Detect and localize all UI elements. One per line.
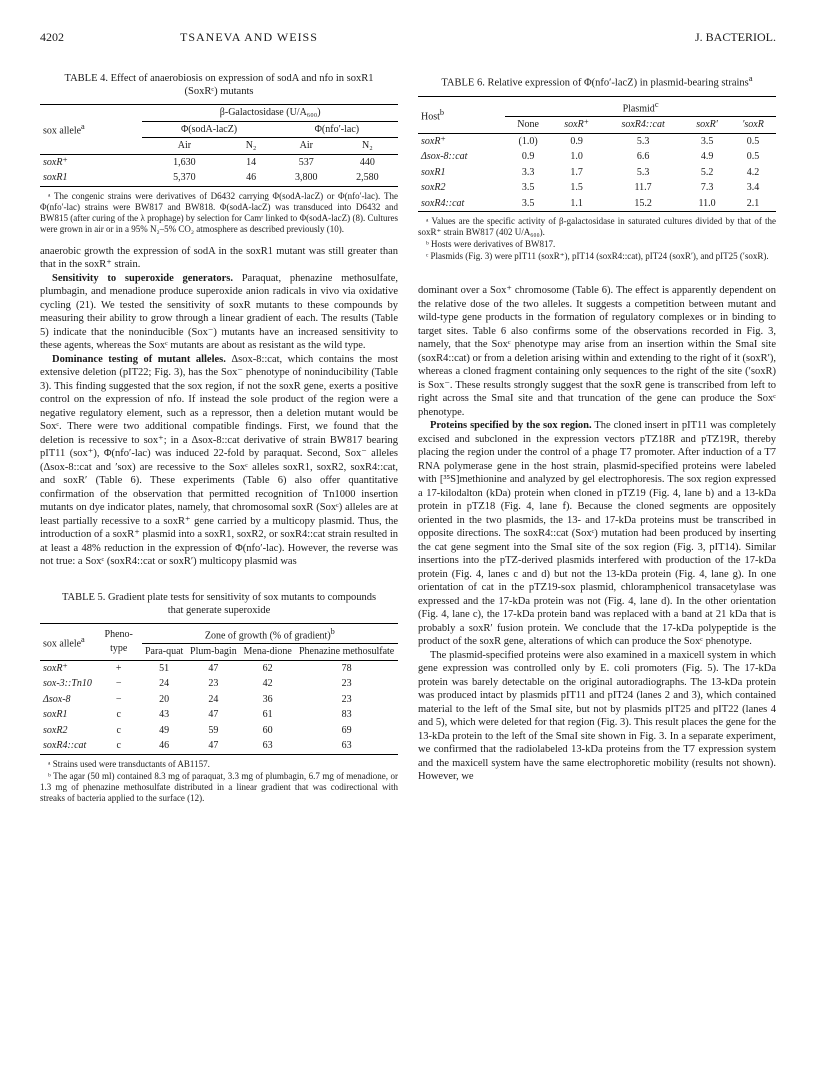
table-row: Δsox-8::cat 0.9 1.0 6.6 4.9 0.5	[421, 151, 760, 163]
page-number: 4202	[40, 30, 64, 44]
table-row: Δsox-8 − 20 24 36 23	[43, 693, 352, 705]
table-row: soxR4::cat c 46 47 63 63	[43, 740, 352, 752]
table4	[40, 72, 398, 235]
table4-sub: N₂	[226, 138, 275, 155]
right-column	[418, 72, 776, 784]
journal-name: J. BACTERIOL.	[695, 30, 776, 44]
table6-col: soxR4::cat	[602, 117, 684, 134]
right-paragraph-3: The plasmid-specified proteins were also examined in a maxicell system in which gene expression was controlled only by E. coli promoters (Fig. 5). The 17-kDa protein was barely detectable on the original autoradiographs. The 13-kDa protein was produced intact by plasmids pIT11 and pIT24 (lanes 2 and 3), which contained material to the left of the SmaI site, but not by plasmids pIT25 and pIT22 (lanes 4 and 5), which were deleted for that region (Fig. 3). This result places the gene for the 13-kDa protein to the left of the SmaI site shown in Fig. 3. In a separate experiment, we confirmed that the radiolabeled 13-kDa proteins from the T7 expression system and the maxicell system have the same electrophoretic mobility (results not shown). However, we	[418, 649, 776, 783]
table-row: soxR⁺ (1.0) 0.9 5.3 3.5 0.5	[421, 135, 760, 147]
left-paragraph-3: Dominance testing of mutant alleles. Δsox-8::cat, which contains the most extensive deletion (pIT22; Fig. 3), has the Sox⁻ phenotype of noninducibility (Table 3). This finding suggested that the sox region, if not the soxR gene, exerts a positive control on the expression of nfo. If instead the sole product of the region were a negative regulatory element, such as a repressor, then a deletion mutant would be Soxᶜ. There were two additional compatible findings. First, we found that the deletion is recessive to sox⁺; in a Δsox-8::cat derivative of strain BW817 bearing pIT11 (sox⁺), Φ(nfo′-lac) was induced 22-fold by paraquat. Second, Sox⁻ alleles (Δsox-8::cat and ′sox) are recessive to the Soxᶜ alleles soxR1, soxR2, soxR4::cat, and soxR′ (Table 6). These experiments (Table 6) also offer quantitative confirmation of the observation that permitted recognition of Tn1000 insertion mutants on dye indicator plates, namely, that chromosomal soxR (Soxᶜ) alleles are at least partially recessive to a soxR⁺ gene carried by a multicopy plasmid. Thus, the introduction of a soxR⁺ plasmid into a soxR1, soxR2, or soxR4::cat strain resulted in at least a 48% reduction in the expression of Φ(nfo′-lac). However, the reverse was not true: a Soxᶜ (soxR4::cat or soxR′) multicopy plasmid was	[40, 353, 398, 567]
table5	[40, 591, 398, 804]
right-paragraph-1: dominant over a Sox⁺ chromosome (Table 6). The effect is apparently dependent on the relative dose of the two alleles. It suggests a competition between mutant and wild-type gene products in the formation of regulatory complexes or in binding to target sites. Table 6 also confirms some of the observations recorded in Fig. 3, namely, that the Soxᶜ phenotype may arise from an insertion within the SmaI site (soxR4::cat) or from a deletion arising within and extending to the right of it (soxR′), whereas a cloned fragment containing only sequences to the right of the site (′soxR) is Sox⁻. These results strongly suggest that the soxR gene is transcribed from left to right across the SmaI site and that truncation of the gene can produce the Soxᶜ phenotype.	[418, 285, 776, 418]
table-row: soxR1 5,370 46 3,800 2,580	[43, 172, 379, 183]
table-row: soxR1 c 43 47 61 83	[43, 709, 352, 721]
table6-footnote-b: ᵇ Hosts were derivatives of BW817.	[426, 239, 556, 250]
table-row: soxR⁺ + 51 47 62 78	[43, 662, 352, 674]
table4-span-header: β-Galactosidase (U/A₆₀₀)	[142, 105, 398, 122]
table5-footnote-a: ᵃ Strains used were transductants of AB1157.	[48, 758, 210, 769]
table4-caption: TABLE 4. Effect of anaerobiosis on expression of sodA and nfo in soxR1 (SoxRᶜ) mutants	[64, 73, 374, 97]
left-column	[40, 72, 398, 804]
page-header	[40, 30, 776, 50]
left-paragraph-1: anaerobic growth the expression of sodA in the soxR1 mutant was still greater than that in the soxR⁺ strain.	[40, 245, 398, 270]
table-row: soxR1 3.3 1.7 5.3 5.2 4.2	[421, 166, 760, 178]
table5-col: Phenazine methosulfate	[295, 644, 398, 661]
table6-host-header: Host$^b$	[418, 96, 505, 133]
table4-sub: Air	[142, 138, 226, 155]
table6-col: soxR⁺	[551, 117, 602, 134]
table6-footnote-c: ᶜ Plasmids (Fig. 3) were pIT11 (soxR⁺), pIT14 (soxR4::cat), pIT24 (soxR′), and pIT25 (′soxR).	[426, 251, 769, 262]
running-authors: TSANEVA AND WEISS	[180, 30, 318, 44]
table5-col: Plum-bagin	[187, 644, 240, 661]
table6-grid	[418, 96, 776, 213]
table-row: soxR2 c 49 59 60 69	[43, 724, 352, 736]
table-row: soxR4::cat 3.5 1.1 15.2 11.0 2.1	[421, 197, 760, 209]
table6-col: None	[505, 117, 551, 134]
table4-grid	[40, 104, 398, 187]
table4-footnote: ᵃ The congenic strains were derivatives of D6432 carrying Φ(sodA-lacZ) or Φ(nfo′-lac). The Φ(nfo′-lac) strains were BW817 and BW818. Φ(sodA-lacZ) was transduced into D6432 and BW815 (after curing of the λ prophage) by selection for Camʳ linked to Φ(sodA-lacZ) (8). Cultures were grown in air or in a 95% N₂–5% CO₂ atmosphere as described previously (10).	[40, 190, 398, 234]
table4-sub: N₂	[337, 138, 398, 155]
table4-sub: Air	[276, 138, 337, 155]
table5-col: Para-quat	[142, 644, 187, 661]
table-row: soxR2 3.5 1.5 11.7 7.3 3.4	[421, 182, 760, 194]
table5-footnote-b: ᵇ The agar (50 ml) contained 8.3 mg of paraquat, 3.3 mg of plumbagin, 6.7 mg of menadione, or 1.3 mg of phenazine methosulfate distributed in a linear gradient that was codirectional with streaks of bacteria applied to the surface (12).	[40, 770, 398, 803]
table4-group2: Φ(nfo′-lac)	[276, 121, 398, 138]
table-row: soxR⁺ 1,630 14 537 440	[43, 156, 375, 168]
table6-col: soxR′	[684, 117, 730, 134]
left-paragraph-2: Sensitivity to superoxide generators. Paraquat, phenazine methosulfate, plumbagin, and menadione produce superoxide anion radicals in vivo via oxidative cycling (21). We tested the sensitivity of soxR mutants to these compounds by measuring their ability to grow through a linear gradient of each. The results (Table 5) indicate that the noninducible (Sox⁻) mutants have an increased sensitivity to these agents, whereas the Soxᶜ mutants are about as resistant as the wild type.	[40, 272, 399, 351]
table6	[418, 72, 776, 262]
table5-allele-header: sox allele$^a$	[40, 623, 96, 660]
table5-caption: TABLE 5. Gradient plate tests for sensitivity of sox mutants to compounds that generate superoxide	[61, 591, 377, 616]
table4-group1: Φ(sodA-lacZ)	[142, 121, 275, 138]
table6-plasmid-header: Plasmid$^c$	[505, 96, 776, 117]
table5-grid	[40, 623, 398, 755]
table6-caption: TABLE 6. Relative expression of Φ(nfo′-lacZ) in plasmid-bearing strains$^a$	[441, 73, 753, 89]
right-paragraph-2: Proteins specified by the sox region. The cloned insert in pIT11 was completely excised and subcloned in the expression vectors pTZ18R and pTZ19R, thereby placing the region under the control of a phage T7 promoter. After induction of a T7 RNA polymerase gene in the host strain, plasmid-specified proteins were labeled with [³⁵S]methionine and analyzed by gel electrophoresis. The sox region expressed a 17-kilodalton (kDa) protein when cloned in pTZ19 (Fig. 4, lane b) and a 13-kDa protein in pTZ18 (Fig. 4, lane f). Because the cloned segments are oppositely oriented in the two plasmids, the 13- and 17-kDa proteins must be transcribed in opposite directions. The soxR4::cat (Soxᶜ) mutation had been produced by inserting the cat gene segment into the SmaI site of the sox region (Fig. 3, pIT14). Similar insertions into the pTZ-derived plasmids interfered with production of the 17-kDa protein (Fig. 4, lanes c and d) but not the 13-kDa protein (Fig. 4, lane g). In one orientation of cat in the pTZ19-sox plasmid, chloramphenicol transacetylase was expressed and the 17-kDa protein was not (Fig. 4, lane d). In the other orientation (Fig. 4, lane c), the 17-kDa protein band was replaced with a band at 21 kDa that is probably a soxR′ fusion protein. We conclude that the 17-kDa polypeptide is the product of the soxR gene, alterations of which can produce the Soxᶜ phenotype.	[418, 420, 776, 648]
table5-col: Mena-dione	[240, 644, 295, 661]
table4-row-header: sox allele$^a$	[40, 105, 142, 155]
table-row: sox-3::Tn10 − 24 23 42 23	[43, 678, 352, 690]
table5-zone-header: Zone of growth (% of gradient)$^b$	[142, 623, 398, 644]
table6-footnote-a: ᵃ Values are the specific activity of β-galactosidase in saturated cultures divided by that of the soxR⁺ strain BW817 (402 U/A₆₀₀).	[418, 216, 776, 238]
table5-pheno-header: Pheno-type	[96, 623, 142, 660]
table6-col: ′soxR	[730, 117, 776, 134]
